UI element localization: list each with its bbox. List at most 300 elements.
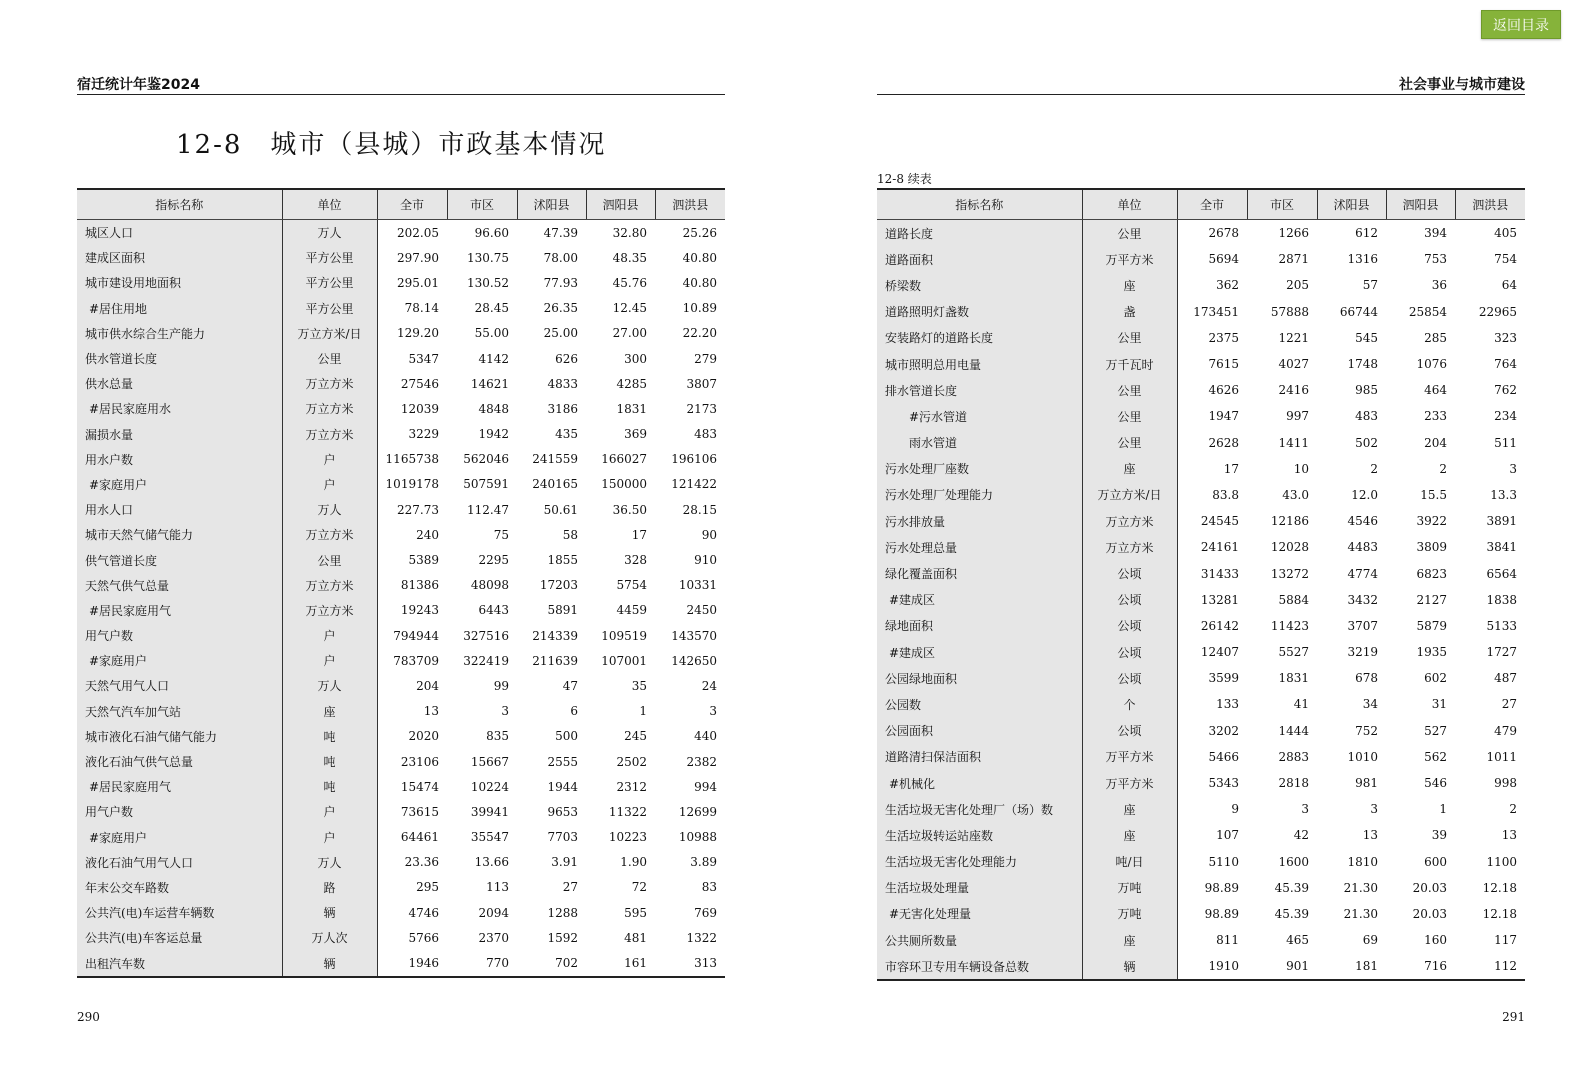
value-cell: 107 xyxy=(1216,828,1239,843)
unit-cell: 万人次 xyxy=(282,925,377,950)
value-cell: 12.0 xyxy=(1351,487,1378,502)
value-cell: 479 xyxy=(1494,723,1517,738)
value-cell: 15667 xyxy=(470,754,509,769)
unit-cell: 万平方米 xyxy=(1082,770,1177,796)
indicator-name: #机械化 xyxy=(877,770,1082,796)
table-row xyxy=(77,422,725,447)
value-cell: 770 xyxy=(486,956,509,971)
value-cell: 487 xyxy=(1494,671,1517,686)
value-cell: 17 xyxy=(1223,461,1239,476)
value-cell: 83 xyxy=(701,880,717,895)
table-row xyxy=(877,430,1525,456)
value-cell: 28.15 xyxy=(682,502,717,517)
value-cell: 313 xyxy=(694,956,717,971)
value-cell: 15474 xyxy=(400,779,439,794)
stats-table-left xyxy=(77,188,725,978)
value-cell: 13 xyxy=(423,704,439,719)
value-cell: 12.18 xyxy=(1482,906,1517,921)
unit-cell: 座 xyxy=(1082,822,1177,848)
indicator-name: 供水总量 xyxy=(77,371,282,396)
value-cell: 13.66 xyxy=(474,855,509,870)
value-cell: 21.30 xyxy=(1343,906,1378,921)
unit-cell: 户 xyxy=(282,648,377,673)
indicator-name: 城区人口 xyxy=(77,220,282,246)
value-cell: 5754 xyxy=(616,578,647,593)
right-running-head: 社会事业与城市建设 xyxy=(1399,77,1525,93)
value-cell: 130.75 xyxy=(467,250,509,265)
value-cell: 14621 xyxy=(470,376,509,391)
value-cell: 13.3 xyxy=(1490,487,1517,502)
value-cell: 602 xyxy=(1424,671,1447,686)
indicator-name: 建成区面积 xyxy=(77,245,282,270)
value-cell: 3809 xyxy=(1416,540,1447,555)
table-row xyxy=(877,875,1525,901)
value-cell: 19243 xyxy=(400,603,439,618)
column-header: 指标名称 xyxy=(877,189,1082,220)
unit-cell: 座 xyxy=(282,699,377,724)
table-row xyxy=(77,749,725,774)
value-cell: 794944 xyxy=(393,628,439,643)
value-cell: 202.05 xyxy=(397,225,439,240)
value-cell: 15.5 xyxy=(1420,487,1447,502)
table-row xyxy=(77,472,725,497)
indicator-name: 公共汽(电)车客运总量 xyxy=(77,925,282,950)
left-running-head: 宿迁统计年鉴2024 xyxy=(77,77,200,93)
indicator-name: #居民家庭用水 xyxy=(77,396,282,421)
indicator-name: 城市供水综合生产能力 xyxy=(77,321,282,346)
table-row xyxy=(77,522,725,547)
table-row xyxy=(877,246,1525,272)
value-cell: 27 xyxy=(562,880,578,895)
value-cell: 24 xyxy=(701,678,717,693)
unit-cell: 户 xyxy=(282,799,377,824)
value-cell: 98.89 xyxy=(1204,906,1239,921)
value-cell: 394 xyxy=(1424,226,1447,241)
value-cell: 901 xyxy=(1286,959,1309,974)
table-row xyxy=(877,299,1525,325)
indicator-name: 液化石油气供气总量 xyxy=(77,749,282,774)
table-row xyxy=(877,534,1525,560)
value-cell: 3.89 xyxy=(690,855,717,870)
unit-cell: 平方公里 xyxy=(282,245,377,270)
value-cell: 66744 xyxy=(1339,304,1378,319)
value-cell: 21.30 xyxy=(1343,880,1378,895)
value-cell: 5766 xyxy=(408,930,439,945)
value-cell: 1942 xyxy=(478,427,509,442)
value-cell: 204 xyxy=(416,678,439,693)
value-cell: 10.89 xyxy=(682,301,717,316)
table-row xyxy=(77,296,725,321)
value-cell: 2678 xyxy=(1208,226,1239,241)
value-cell: 2375 xyxy=(1208,330,1239,345)
unit-cell: 吨 xyxy=(282,749,377,774)
back-to-contents-button[interactable]: 返回目录 xyxy=(1481,10,1561,39)
value-cell: 998 xyxy=(1494,776,1517,791)
indicator-name: 天然气供气总量 xyxy=(77,573,282,598)
unit-cell: 公里 xyxy=(1082,403,1177,429)
value-cell: 1600 xyxy=(1278,854,1309,869)
value-cell: 481 xyxy=(624,930,647,945)
value-cell: 835 xyxy=(486,729,509,744)
unit-cell: 户 xyxy=(282,623,377,648)
indicator-name: 桥梁数 xyxy=(877,272,1082,298)
value-cell: 143570 xyxy=(671,628,717,643)
indicator-name: 天然气汽车加气站 xyxy=(77,699,282,724)
indicator-name: 绿地面积 xyxy=(877,613,1082,639)
value-cell: 3186 xyxy=(547,401,578,416)
unit-cell: 万立方米/日 xyxy=(1082,482,1177,508)
value-cell: 502 xyxy=(1355,435,1378,450)
value-cell: 240 xyxy=(416,527,439,542)
page-title: 12-8 城市（县城）市政基本情况 xyxy=(176,130,607,160)
table-row xyxy=(877,744,1525,770)
value-cell: 27546 xyxy=(400,376,439,391)
value-cell: 13 xyxy=(1501,828,1517,843)
indicator-name: #无害化处理量 xyxy=(877,901,1082,927)
unit-cell: 万立方米 xyxy=(282,371,377,396)
value-cell: 2 xyxy=(1439,461,1447,476)
table-row xyxy=(77,900,725,925)
column-header: 泗洪县 xyxy=(655,189,725,220)
value-cell: 5879 xyxy=(1416,618,1447,633)
value-cell: 5347 xyxy=(408,351,439,366)
value-cell: 3891 xyxy=(1486,514,1517,529)
value-cell: 5466 xyxy=(1208,749,1239,764)
table-row xyxy=(877,665,1525,691)
value-cell: 1944 xyxy=(547,779,578,794)
value-cell: 511 xyxy=(1494,435,1517,450)
value-cell: 1 xyxy=(639,704,647,719)
table-row xyxy=(77,497,725,522)
value-cell: 26.35 xyxy=(543,301,578,316)
indicator-name: 公共厕所数量 xyxy=(877,927,1082,953)
value-cell: 2295 xyxy=(478,553,509,568)
value-cell: 3 xyxy=(1509,461,1517,476)
value-cell: 3922 xyxy=(1416,514,1447,529)
unit-cell: 平方公里 xyxy=(282,270,377,295)
value-cell: 2818 xyxy=(1278,776,1309,791)
value-cell: 4142 xyxy=(478,351,509,366)
value-cell: 2127 xyxy=(1416,592,1447,607)
value-cell: 4626 xyxy=(1208,383,1239,398)
value-cell: 435 xyxy=(555,427,578,442)
indicator-name: 道路照明灯盏数 xyxy=(877,299,1082,325)
value-cell: 405 xyxy=(1494,226,1517,241)
value-cell: 3841 xyxy=(1486,540,1517,555)
value-cell: 36.50 xyxy=(612,502,647,517)
value-cell: 98.89 xyxy=(1204,880,1239,895)
value-cell: 12028 xyxy=(1270,540,1309,555)
value-cell: 109519 xyxy=(601,628,647,643)
value-cell: 45.39 xyxy=(1274,906,1309,921)
value-cell: 4459 xyxy=(616,603,647,618)
value-cell: 2871 xyxy=(1278,252,1309,267)
indicator-name: 绿化覆盖面积 xyxy=(877,560,1082,586)
value-cell: 702 xyxy=(555,956,578,971)
value-cell: 12039 xyxy=(400,401,439,416)
table-row xyxy=(77,850,725,875)
table-row xyxy=(877,272,1525,298)
indicator-name: 排水管道长度 xyxy=(877,377,1082,403)
value-cell: 55.00 xyxy=(474,326,509,341)
indicator-name: 用气户数 xyxy=(77,623,282,648)
value-cell: 612 xyxy=(1355,226,1378,241)
indicator-name: 生活垃圾处理量 xyxy=(877,875,1082,901)
value-cell: 17 xyxy=(631,527,647,542)
value-cell: 22.20 xyxy=(682,326,717,341)
value-cell: 764 xyxy=(1494,357,1517,372)
table-row xyxy=(77,825,725,850)
value-cell: 3219 xyxy=(1347,645,1378,660)
value-cell: 142650 xyxy=(671,653,717,668)
indicator-name: 公园绿地面积 xyxy=(877,665,1082,691)
value-cell: 27 xyxy=(1501,697,1517,712)
table-row xyxy=(877,691,1525,717)
value-cell: 11423 xyxy=(1270,618,1309,633)
value-cell: 205 xyxy=(1286,278,1309,293)
value-cell: 985 xyxy=(1355,383,1378,398)
column-header: 沭阳县 xyxy=(517,189,586,220)
value-cell: 214339 xyxy=(532,628,578,643)
value-cell: 279 xyxy=(694,351,717,366)
table-row xyxy=(77,799,725,824)
indicator-name: #居民家庭用气 xyxy=(77,598,282,623)
value-cell: 12186 xyxy=(1270,514,1309,529)
value-cell: 13281 xyxy=(1200,592,1239,607)
value-cell: 10 xyxy=(1293,461,1309,476)
value-cell: 35 xyxy=(631,678,647,693)
value-cell: 45.76 xyxy=(612,275,647,290)
table-row xyxy=(877,901,1525,927)
unit-cell: 万立方米 xyxy=(1082,534,1177,560)
value-cell: 78.14 xyxy=(404,301,439,316)
value-cell: 1.90 xyxy=(620,855,647,870)
value-cell: 99 xyxy=(493,678,509,693)
value-cell: 328 xyxy=(624,553,647,568)
value-cell: 1 xyxy=(1439,802,1447,817)
value-cell: 32.80 xyxy=(612,225,647,240)
value-cell: 35547 xyxy=(470,830,509,845)
indicator-name: 液化石油气用气人口 xyxy=(77,850,282,875)
value-cell: 1411 xyxy=(1278,435,1309,450)
value-cell: 285 xyxy=(1424,330,1447,345)
value-cell: 150000 xyxy=(601,477,647,492)
value-cell: 1946 xyxy=(408,956,439,971)
value-cell: 7703 xyxy=(547,830,578,845)
value-cell: 233 xyxy=(1424,409,1447,424)
table-row xyxy=(77,321,725,346)
value-cell: 5694 xyxy=(1208,252,1239,267)
value-cell: 4848 xyxy=(478,401,509,416)
indicator-name: #居民家庭用气 xyxy=(77,774,282,799)
right-head-rule xyxy=(877,94,1525,95)
unit-cell: 万立方米/日 xyxy=(282,321,377,346)
unit-cell: 公里 xyxy=(1082,220,1177,247)
indicator-name: 污水处理厂处理能力 xyxy=(877,482,1082,508)
value-cell: 595 xyxy=(624,905,647,920)
value-cell: 1838 xyxy=(1486,592,1517,607)
table-row xyxy=(877,927,1525,953)
indicator-name: 城市液化石油气储气能力 xyxy=(77,724,282,749)
value-cell: 130.52 xyxy=(467,275,509,290)
value-cell: 113 xyxy=(486,880,509,895)
value-cell: 1855 xyxy=(547,553,578,568)
value-cell: 12.45 xyxy=(612,301,647,316)
indicator-name: 污水处理总量 xyxy=(877,534,1082,560)
unit-cell: 户 xyxy=(282,472,377,497)
unit-cell: 万吨 xyxy=(1082,901,1177,927)
value-cell: 64 xyxy=(1501,278,1517,293)
column-header: 指标名称 xyxy=(77,189,282,220)
unit-cell: 盏 xyxy=(1082,299,1177,325)
indicator-name: 城市建设用地面积 xyxy=(77,270,282,295)
unit-cell: 公里 xyxy=(1082,377,1177,403)
value-cell: 4546 xyxy=(1347,514,1378,529)
value-cell: 1947 xyxy=(1208,409,1239,424)
value-cell: 1288 xyxy=(547,905,578,920)
value-cell: 1727 xyxy=(1486,645,1517,660)
value-cell: 10331 xyxy=(678,578,717,593)
value-cell: 1076 xyxy=(1416,357,1447,372)
value-cell: 981 xyxy=(1355,776,1378,791)
table-row xyxy=(77,699,725,724)
unit-cell: 公里 xyxy=(1082,325,1177,351)
value-cell: 7615 xyxy=(1208,357,1239,372)
value-cell: 1592 xyxy=(547,930,578,945)
value-cell: 1831 xyxy=(1278,671,1309,686)
value-cell: 112.47 xyxy=(467,502,509,517)
value-cell: 133 xyxy=(1216,697,1239,712)
value-cell: 1221 xyxy=(1278,330,1309,345)
value-cell: 25.00 xyxy=(543,326,578,341)
unit-cell: 万平方米 xyxy=(1082,246,1177,272)
table-row xyxy=(77,371,725,396)
value-cell: 43.0 xyxy=(1282,487,1309,502)
value-cell: 5891 xyxy=(547,603,578,618)
value-cell: 75 xyxy=(493,527,509,542)
value-cell: 2370 xyxy=(478,930,509,945)
value-cell: 40.80 xyxy=(682,250,717,265)
value-cell: 5110 xyxy=(1208,854,1239,869)
value-cell: 483 xyxy=(694,427,717,442)
value-cell: 50.61 xyxy=(543,502,578,517)
value-cell: 20.03 xyxy=(1412,880,1447,895)
unit-cell: 座 xyxy=(1082,272,1177,298)
value-cell: 2 xyxy=(1370,461,1378,476)
value-cell: 34 xyxy=(1362,697,1378,712)
column-header: 市区 xyxy=(447,189,517,220)
value-cell: 2416 xyxy=(1278,383,1309,398)
value-cell: 5389 xyxy=(408,553,439,568)
value-cell: 2312 xyxy=(616,779,647,794)
value-cell: 48098 xyxy=(470,578,509,593)
value-cell: 17203 xyxy=(539,578,578,593)
value-cell: 78.00 xyxy=(543,250,578,265)
indicator-name: #家庭用户 xyxy=(77,472,282,497)
unit-cell: 万立方米 xyxy=(282,422,377,447)
value-cell: 31433 xyxy=(1200,566,1239,581)
value-cell: 1935 xyxy=(1416,645,1447,660)
unit-cell: 吨 xyxy=(282,724,377,749)
value-cell: 3 xyxy=(1301,802,1309,817)
value-cell: 2382 xyxy=(686,754,717,769)
table-row xyxy=(877,325,1525,351)
table-row xyxy=(877,613,1525,639)
value-cell: 1266 xyxy=(1278,226,1309,241)
value-cell: 6564 xyxy=(1486,566,1517,581)
value-cell: 4774 xyxy=(1347,566,1378,581)
value-cell: 1910 xyxy=(1208,959,1239,974)
value-cell: 23.36 xyxy=(404,855,439,870)
value-cell: 1316 xyxy=(1347,252,1378,267)
table-row xyxy=(77,774,725,799)
table-row xyxy=(77,547,725,572)
value-cell: 47.39 xyxy=(543,225,578,240)
unit-cell: 平方公里 xyxy=(282,296,377,321)
value-cell: 323 xyxy=(1494,330,1517,345)
unit-cell: 公顷 xyxy=(1082,718,1177,744)
value-cell: 6 xyxy=(570,704,578,719)
value-cell: 3 xyxy=(501,704,509,719)
table-row xyxy=(877,403,1525,429)
table-row xyxy=(877,639,1525,665)
unit-cell: 户 xyxy=(282,825,377,850)
value-cell: 297.90 xyxy=(397,250,439,265)
value-cell: 90 xyxy=(701,527,717,542)
column-header: 泗阳县 xyxy=(1386,189,1455,220)
value-cell: 227.73 xyxy=(397,502,439,517)
value-cell: 211639 xyxy=(532,653,578,668)
unit-cell: 万立方米 xyxy=(282,573,377,598)
value-cell: 4483 xyxy=(1347,540,1378,555)
value-cell: 20.03 xyxy=(1412,906,1447,921)
value-cell: 121422 xyxy=(671,477,717,492)
indicator-name: 污水排放量 xyxy=(877,508,1082,534)
value-cell: 754 xyxy=(1494,252,1517,267)
indicator-name: 污水处理厂座数 xyxy=(877,456,1082,482)
value-cell: 27.00 xyxy=(612,326,647,341)
unit-cell: 辆 xyxy=(1082,953,1177,980)
table-row xyxy=(877,482,1525,508)
value-cell: 241559 xyxy=(532,452,578,467)
value-cell: 22965 xyxy=(1478,304,1517,319)
value-cell: 464 xyxy=(1424,383,1447,398)
value-cell: 10223 xyxy=(608,830,647,845)
table-row xyxy=(77,925,725,950)
value-cell: 2 xyxy=(1509,802,1517,817)
value-cell: 1810 xyxy=(1347,854,1378,869)
table-row xyxy=(877,953,1525,980)
value-cell: 811 xyxy=(1216,933,1239,948)
value-cell: 58 xyxy=(562,527,578,542)
column-header: 泗洪县 xyxy=(1455,189,1525,220)
value-cell: 3807 xyxy=(686,376,717,391)
indicator-name: 公园面积 xyxy=(877,718,1082,744)
indicator-name: #家庭用户 xyxy=(77,648,282,673)
value-cell: 500 xyxy=(555,729,578,744)
unit-cell: 辆 xyxy=(282,900,377,925)
indicator-name: 漏损水量 xyxy=(77,422,282,447)
unit-cell: 吨/日 xyxy=(1082,849,1177,875)
value-cell: 45.39 xyxy=(1274,880,1309,895)
unit-cell: 万人 xyxy=(282,220,377,246)
value-cell: 10988 xyxy=(678,830,717,845)
column-header: 全市 xyxy=(377,189,447,220)
value-cell: 204 xyxy=(1424,435,1447,450)
value-cell: 1019178 xyxy=(385,477,439,492)
value-cell: 41 xyxy=(1293,697,1309,712)
unit-cell: 公顷 xyxy=(1082,560,1177,586)
